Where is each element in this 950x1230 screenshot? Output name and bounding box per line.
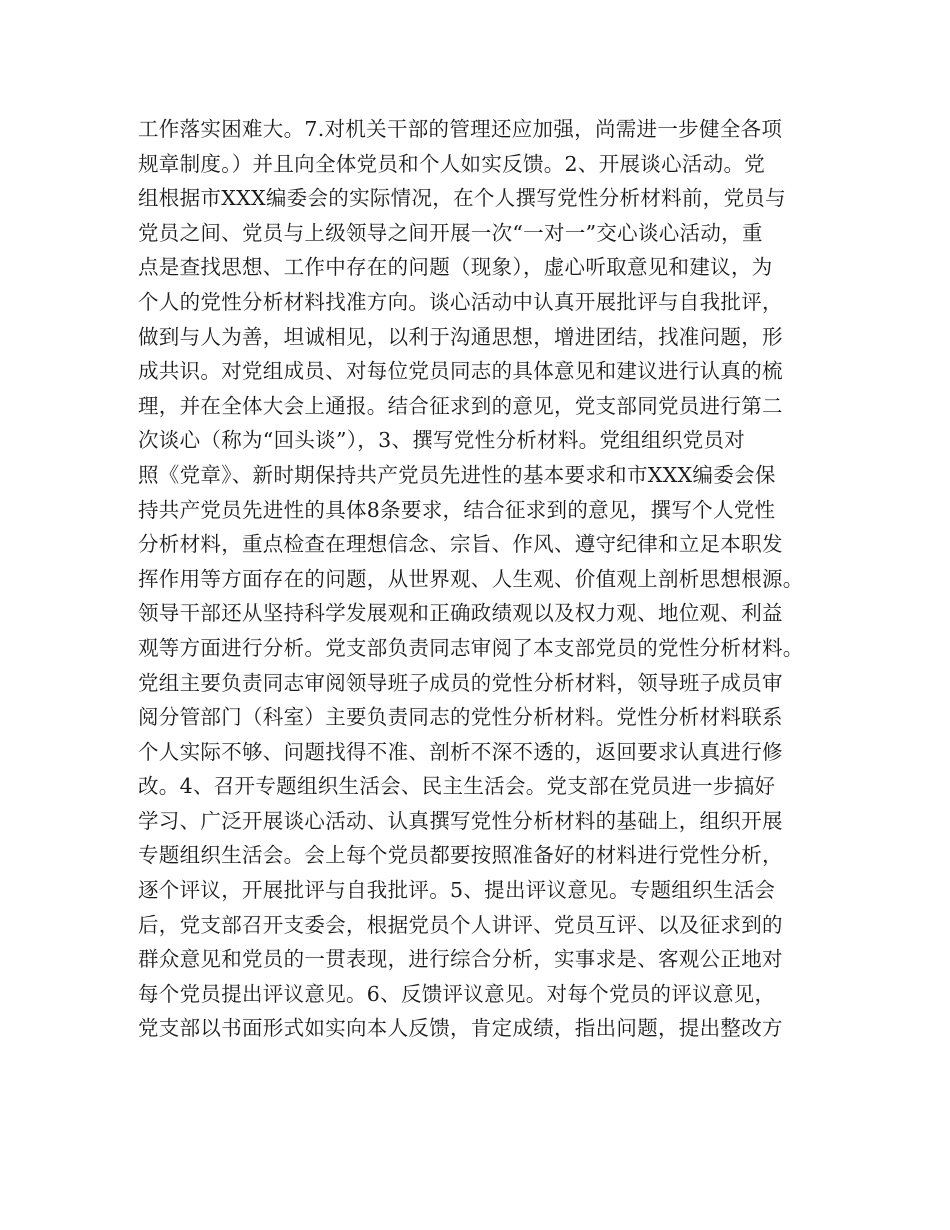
body-text xyxy=(138,112,838,1046)
text-line: 党支部以书面形式如实向本人反馈，肯定成绩，指出问题，提出整改方 xyxy=(138,1016,783,1041)
text-line: 阅分管部门（科室）主要负责同志的党性分析材料。党性分析材料联系 xyxy=(138,705,783,730)
text-line: 做到与人为善，坦诚相见，以利于沟通思想，增进团结，找准问题，形 xyxy=(138,324,783,349)
text-line: 点是查找思想、工作中存在的问题（现象），虚心听取意见和建议，为 xyxy=(138,255,773,280)
text-line: 次谈心（称为“回头谈”），3、撰写党性分析材料。党组组织党员对 xyxy=(138,428,746,453)
text-line: 个人实际不够、问题找得不准、剖析不深不透的，返回要求认真进行修 xyxy=(138,739,783,764)
text-line: 持共产党员先进性的具体8条要求，结合征求到的意见，撰写个人党性 xyxy=(138,497,776,522)
text-line: 领导干部还从坚持科学发展观和正确政绩观以及权力观、地位观、利益 xyxy=(138,601,783,626)
text-line: 专题组织生活会。会上每个党员都要按照准备好的材料进行党性分析， xyxy=(138,843,783,868)
text-line: 规章制度。）并且向全体党员和个人如实反馈。2、开展谈心活动。党 xyxy=(138,151,766,176)
text-line: 成共识。对党组成员、对每位党员同志的具体意见和建议进行认真的梳 xyxy=(138,359,783,384)
text-line: 后，党支部召开支委会，根据党员个人讲评、党员互评、以及征求到的 xyxy=(138,912,783,937)
text-line: 群众意见和党员的一贯表现，进行综合分析，实事求是、客观公正地对 xyxy=(138,947,783,972)
text-line: 党组主要负责同志审阅领导班子成员的党性分析材料，领导班子成员审 xyxy=(138,670,783,695)
text-line: 改。4、召开专题组织生活会、民主生活会。党支部在党员进一步搞好 xyxy=(138,774,776,799)
text-line: 组根据市XXX编委会的实际情况，在个人撰写党性分析材料前，党员与 xyxy=(138,186,786,211)
text-line: 个人的党性分析材料找准方向。谈心活动中认真开展批评与自我批评， xyxy=(138,289,783,314)
text-line: 工作落实困难大。7.对机关干部的管理还应加强，尚需进一步健全各项 xyxy=(138,117,783,141)
text-line: 每个党员提出评议意见。6、反馈评议意见。对每个党员的评议意见， xyxy=(138,981,776,1006)
text-line: 挥作用等方面存在的问题，从世界观、人生观、价值观上剖析思想根源。 xyxy=(138,566,804,591)
text-line: 分析材料，重点检查在理想信念、宗旨、作风、遵守纪律和立足本职发 xyxy=(138,532,783,557)
text-line: 理，并在全体大会上通报。结合征求到的意见，党支部同党员进行第二 xyxy=(138,393,783,418)
text-line: 照《党章》、新时期保持共产党员先进性的基本要求和市XXX编委会保 xyxy=(138,462,776,487)
text-line: 学习、广泛开展谈心活动、认真撰写党性分析材料的基础上，组织开展 xyxy=(138,808,783,833)
text-line: 观等方面进行分析。党支部负责同志审阅了本支部党员的党性分析材料。 xyxy=(138,635,804,660)
text-line: 逐个评议，开展批评与自我批评。5、提出评议意见。专题组织生活会 xyxy=(138,878,776,903)
text-line: 党员之间、党员与上级领导之间开展一次“一对一”交心谈心活动，重 xyxy=(138,220,763,245)
